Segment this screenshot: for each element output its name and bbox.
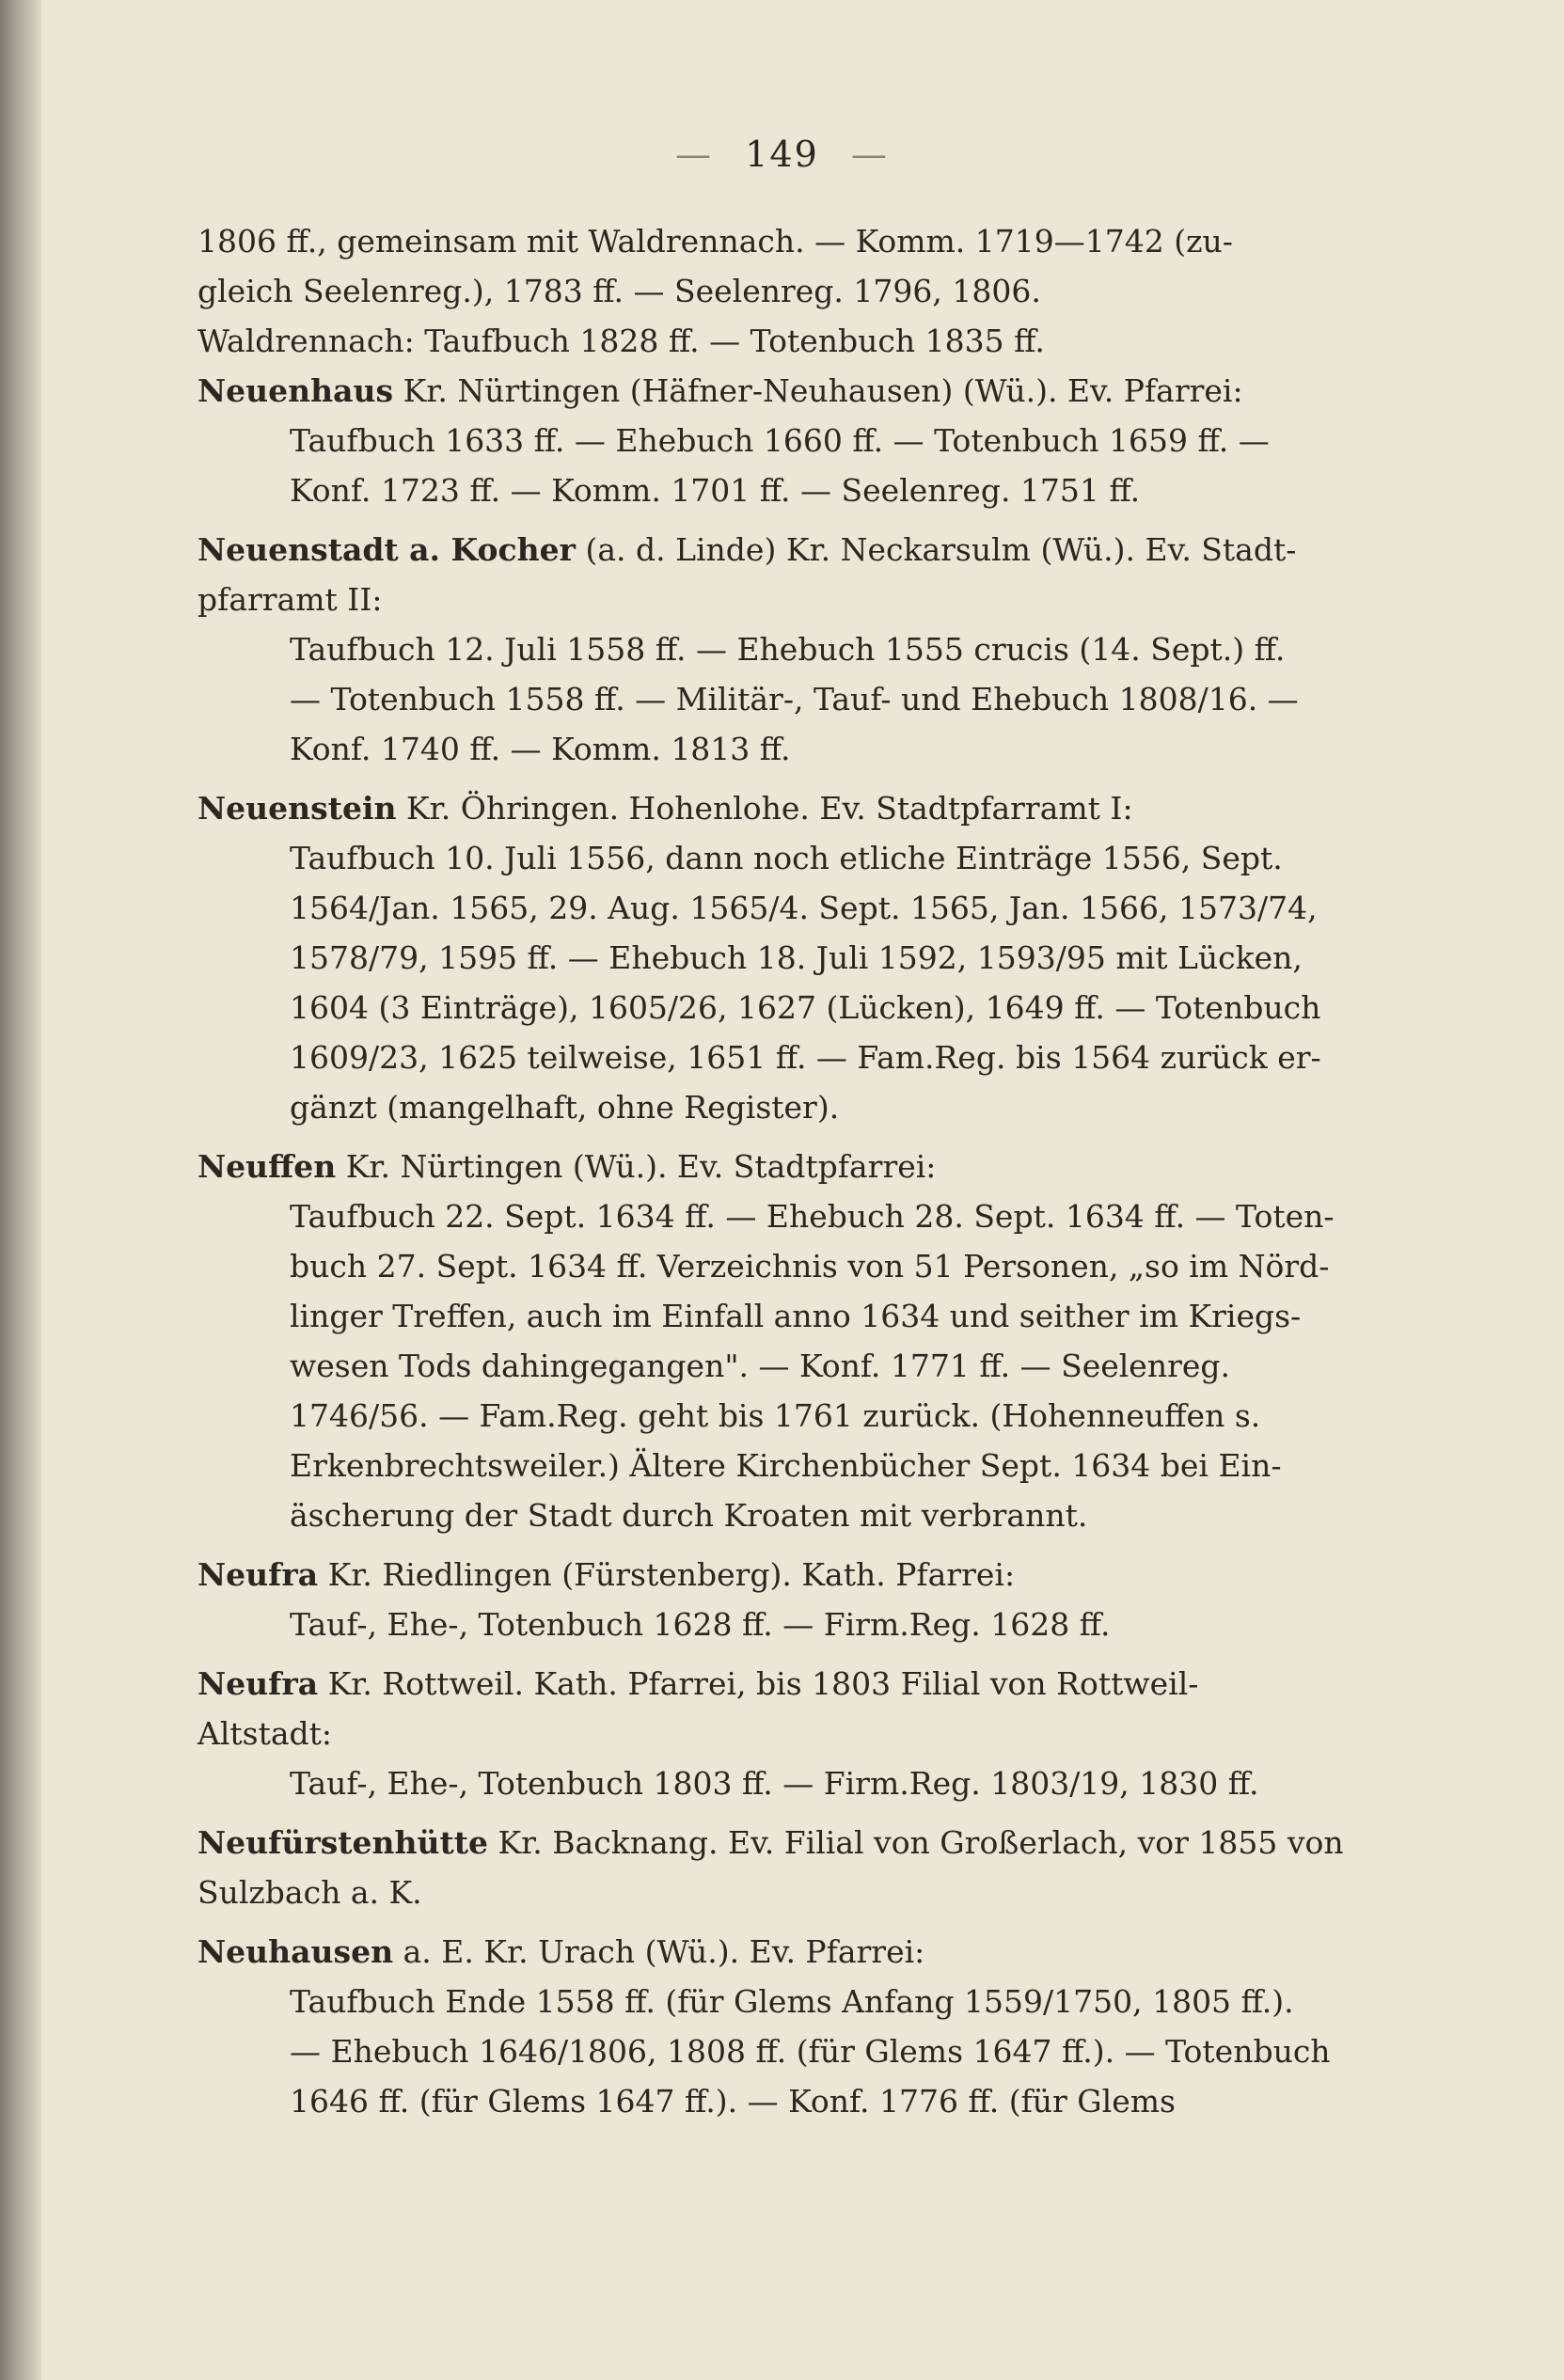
page-number: 149: [745, 134, 819, 175]
text-line: Taufbuch 12. Juli 1558 ff. — Ehebuch 1555 crucis (14. Sept.) ff.: [290, 631, 1286, 668]
entry-headword: Neuenstein: [197, 790, 397, 827]
text-line: linger Treffen, auch im Einfall anno 1634 und seither im Kriegs-: [290, 1298, 1302, 1334]
text-line: — Ehebuch 1646/1806, 1808 ff. (für Glems 1647 ff.). — Totenbuch: [290, 2033, 1331, 2070]
entry-neuhausen: [197, 1927, 1401, 2126]
page-number-line: [0, 134, 1564, 175]
text-line: Taufbuch 10. Juli 1556, dann noch etliche Einträge 1556, Sept.: [290, 840, 1283, 876]
text-line: 1604 (3 Einträge), 1605/26, 1627 (Lücken), 1649 ff. — Totenbuch: [290, 989, 1321, 1026]
entry-heading-line: [197, 1550, 1401, 1600]
page-number-dash-right: —: [850, 134, 889, 175]
entry-heading-rest: Kr. Riedlingen (Fürstenberg). Kath. Pfarrei:: [318, 1556, 1016, 1593]
entry-neuenhaus: [197, 366, 1401, 515]
entry-headword: Neuenhaus: [197, 372, 394, 409]
text-line: Taufbuch 22. Sept. 1634 ff. — Ehebuch 28. Sept. 1634 ff. — Toten-: [290, 1198, 1335, 1235]
text-line: Tauf-, Ehe-, Totenbuch 1628 ff. — Firm.Reg. 1628 ff.: [290, 1606, 1111, 1643]
text-line: 1578/79, 1595 ff. — Ehebuch 18. Juli 1592, 1593/95 mit Lücken,: [290, 939, 1303, 976]
text-line: Tauf-, Ehe-, Totenbuch 1803 ff. — Firm.Reg. 1803/19, 1830 ff.: [290, 1765, 1259, 1802]
text-line: Taufbuch Ende 1558 ff. (für Glems Anfang 1559/1750, 1805 ff.).: [290, 1983, 1294, 2020]
text-line: 1806 ff., gemeinsam mit Waldrennach. — Komm. 1719—1742 (zu-: [197, 223, 1233, 260]
entry-neufra-riedlingen: [197, 1550, 1401, 1649]
entry-heading-continuation: Altstadt:: [197, 1715, 333, 1752]
text-line: Taufbuch 1633 ff. — Ehebuch 1660 ff. — Totenbuch 1659 ff. —: [290, 422, 1270, 459]
entry-heading-line: [197, 1659, 1401, 1709]
text-line: 1609/23, 1625 teilweise, 1651 ff. — Fam.Reg. bis 1564 zurück er-: [290, 1039, 1321, 1076]
text-line: 1746/56. — Fam.Reg. geht bis 1761 zurück. (Hohenneuffen s.: [290, 1397, 1261, 1434]
entry-headword: Neufra: [197, 1556, 319, 1593]
entry-heading-line: [197, 525, 1401, 575]
entry-heading-line: [197, 1142, 1401, 1191]
entry-heading-rest: Kr. Rottweil. Kath. Pfarrei, bis 1803 Filial von Rottweil-: [318, 1665, 1199, 1702]
page-number-dash-left: —: [675, 134, 714, 175]
text-line: Erkenbrechtsweiler.) Ältere Kirchenbücher Sept. 1634 bei Ein-: [290, 1447, 1282, 1484]
entry-neuffen: [197, 1142, 1401, 1540]
entry-heading-rest: Kr. Öhringen. Hohenlohe. Ev. Stadtpfarramt I:: [396, 790, 1133, 827]
text-line: — Totenbuch 1558 ff. — Militär-, Tauf- und Ehebuch 1808/16. —: [290, 681, 1299, 717]
text-line: wesen Tods dahingegangen". — Konf. 1771 ff. — Seelenreg.: [290, 1348, 1231, 1384]
text-line: äscherung der Stadt durch Kroaten mit verbrannt.: [290, 1497, 1088, 1534]
entry-continuation: [197, 216, 1401, 366]
text-line: gänzt (mangelhaft, ohne Register).: [290, 1089, 840, 1126]
entry-headword: Neuenstadt a. Kocher: [197, 531, 576, 568]
text-line: 1564/Jan. 1565, 29. Aug. 1565/4. Sept. 1565, Jan. 1566, 1573/74,: [290, 890, 1318, 926]
entry-neuenstadt: [197, 525, 1401, 774]
entry-heading-rest: Kr. Nürtingen (Häfner-Neuhausen) (Wü.). Ev. Pfarrei:: [393, 372, 1243, 409]
entry-headword: Neufra: [197, 1665, 319, 1702]
entry-heading-continuation: pfarramt II:: [197, 581, 383, 618]
entry-heading-continuation: Sulzbach a. K.: [197, 1874, 422, 1911]
text-line: buch 27. Sept. 1634 ff. Verzeichnis von 51 Personen, „so im Nörd-: [290, 1248, 1330, 1285]
entry-neufuerstenhuette: [197, 1818, 1401, 1917]
text-line: 1646 ff. (für Glems 1647 ff.). — Konf. 1776 ff. (für Glems: [290, 2083, 1176, 2120]
entry-heading-line: [197, 1818, 1401, 1868]
entry-heading-line: [197, 366, 1401, 416]
entry-heading-rest: a. E. Kr. Urach (Wü.). Ev. Pfarrei:: [393, 1933, 925, 1970]
entry-headword: Neuhausen: [197, 1933, 394, 1970]
entry-heading-line: [197, 1927, 1401, 1977]
text-line: Konf. 1740 ff. — Komm. 1813 ff.: [290, 731, 791, 767]
text-line: gleich Seelenreg.), 1783 ff. — Seelenreg. 1796, 1806.: [197, 273, 1041, 309]
entry-headword: Neufürstenhütte: [197, 1824, 489, 1861]
entry-heading-rest: Kr. Nürtingen (Wü.). Ev. Stadtpfarrei:: [336, 1148, 937, 1185]
entry-headword: Neuffen: [197, 1148, 337, 1185]
page-gutter-shadow: [0, 0, 41, 2380]
entry-neuenstein: [197, 783, 1401, 1132]
entry-heading-line: [197, 783, 1401, 833]
page-text: [197, 216, 1401, 2126]
text-line: Konf. 1723 ff. — Komm. 1701 ff. — Seelenreg. 1751 ff.: [290, 472, 1141, 509]
entry-heading-rest: Kr. Backnang. Ev. Filial von Großerlach, vor 1855 von: [488, 1824, 1344, 1861]
text-line: Waldrennach: Taufbuch 1828 ff. — Totenbuch 1835 ff.: [197, 323, 1045, 359]
entry-heading-rest: (a. d. Linde) Kr. Neckarsulm (Wü.). Ev. Stadt-: [575, 531, 1297, 568]
entry-neufra-rottweil: [197, 1659, 1401, 1808]
